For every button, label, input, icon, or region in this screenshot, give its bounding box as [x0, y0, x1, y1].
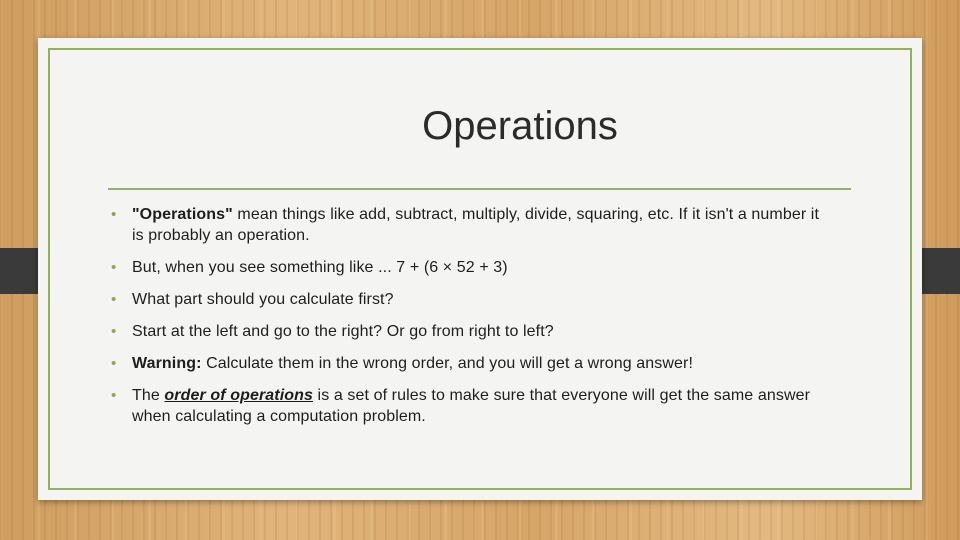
list-item	[111, 289, 831, 310]
bullet-pre: The	[132, 387, 165, 404]
list-item	[111, 204, 831, 246]
list-item	[111, 321, 831, 342]
bullet-list	[111, 204, 831, 438]
bullet-text: But, when you see something like ... 7 + (6 × 52 + 3)	[132, 259, 508, 276]
bullet-icon: •	[111, 259, 117, 276]
list-item	[111, 385, 831, 427]
list-item	[111, 353, 831, 374]
bullet-text: Calculate them in the wrong order, and you will get a wrong answer!	[201, 355, 694, 372]
bullet-text: Start at the left and go to the right? Or go from right to left?	[132, 323, 554, 340]
bullet-icon: •	[111, 387, 117, 404]
bullet-lead: "Operations"	[132, 206, 233, 223]
bullet-icon: •	[111, 355, 117, 372]
bullet-lead: Warning:	[132, 355, 202, 372]
bullet-text: mean things like add, subtract, multiply, divide, squaring, etc. If it isn't a number it is probably an operation.	[132, 206, 819, 244]
bullet-text: is a set of rules to make sure that everyone will get the same answer when calculating a computation problem.	[132, 387, 811, 425]
emphasized-term: order of operations	[164, 387, 314, 404]
title-divider	[108, 188, 851, 190]
slide-title: Operations	[422, 104, 618, 148]
bullet-text: What part should you calculate first?	[132, 291, 394, 308]
list-item	[111, 257, 831, 278]
slide-card	[38, 38, 922, 500]
bullet-icon: •	[111, 323, 117, 340]
bullet-icon: •	[111, 206, 117, 223]
bullet-icon: •	[111, 291, 117, 308]
